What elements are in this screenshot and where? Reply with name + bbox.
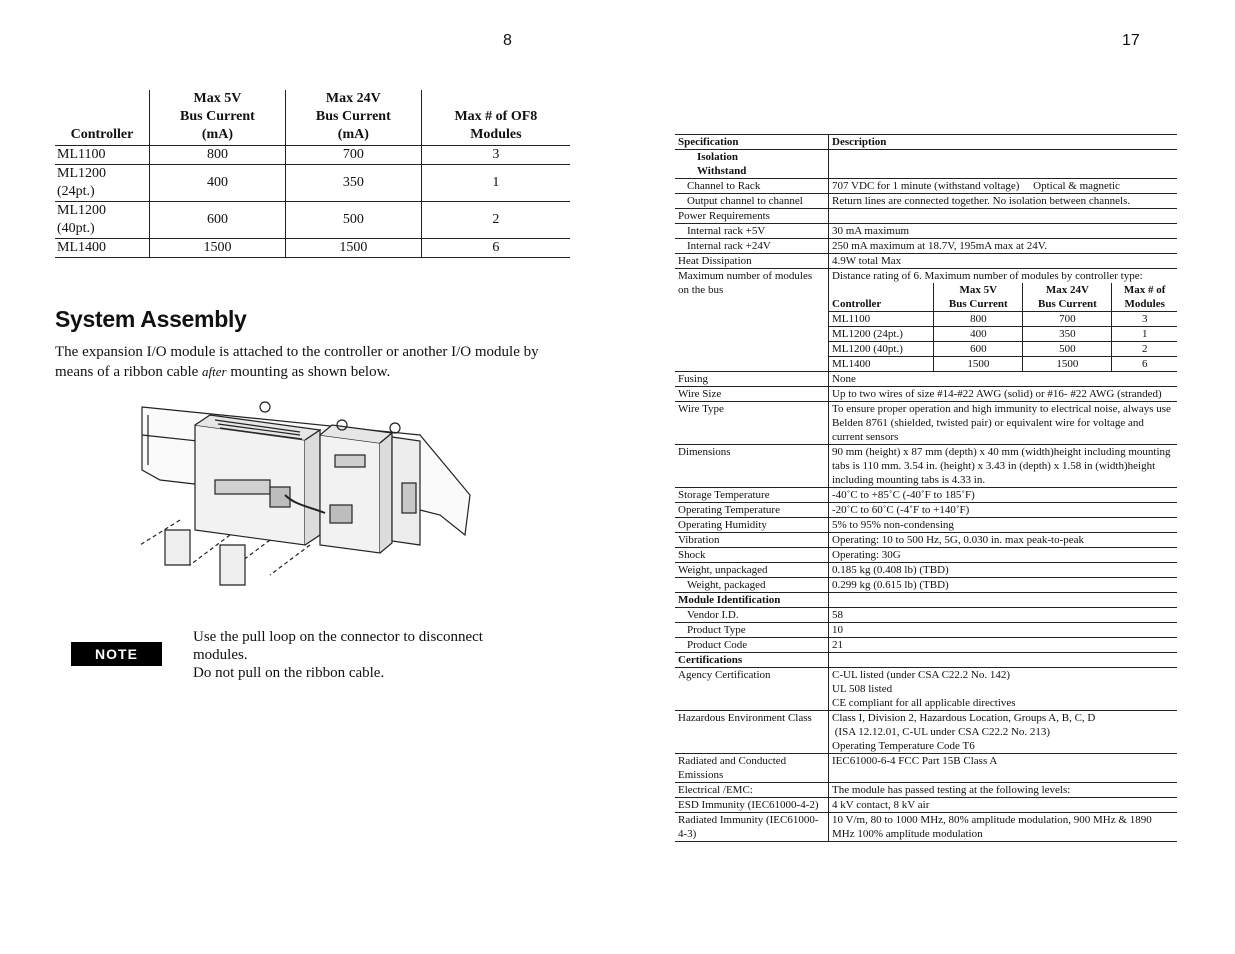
left-page <box>0 0 617 954</box>
header-line: Bus Current <box>315 109 391 124</box>
spec-name: Product Code <box>675 638 829 653</box>
spec-row <box>675 372 1177 387</box>
spec-row <box>675 563 1177 578</box>
specification-table <box>675 134 1177 842</box>
spec-row <box>675 402 1177 445</box>
table-header-row <box>55 90 570 146</box>
spec-desc-line: Operating Temperature Code T6 <box>832 740 975 752</box>
spec-desc: 10 <box>829 623 1178 638</box>
spec-name: Radiated and Conducted Emissions <box>675 754 829 783</box>
spec-desc: Operating: 30G <box>829 548 1178 563</box>
spec-name: Weight, unpackaged <box>675 563 829 578</box>
spec-row <box>675 608 1177 623</box>
spec-row <box>675 593 1177 608</box>
page-number: 17 <box>1122 32 1140 49</box>
spec-desc-line: Class I, Division 2, Hazardous Location, Groups A, B, C, D <box>832 712 1096 724</box>
header-line: Modules <box>470 127 522 142</box>
paragraph-emphasis: after <box>202 364 227 379</box>
spec-row <box>675 668 1177 711</box>
inner-5v: 1500 <box>934 357 1023 372</box>
header-line: Max # of OF8 <box>454 109 538 124</box>
spec-name: Vendor I.D. <box>675 608 829 623</box>
spec-desc-line: (ISA 12.12.01, C-UL under CSA C22.2 No. 213) <box>832 726 1051 738</box>
spec-line: Isolation <box>697 151 738 163</box>
inner-row <box>829 342 1177 357</box>
spec-row <box>675 209 1177 224</box>
table-row <box>55 202 570 239</box>
cell-line: ML1200 <box>57 203 106 218</box>
spec-name: Weight, packaged <box>675 578 829 593</box>
spec-desc-line: UL 508 listed <box>832 683 893 695</box>
header-specification: Specification <box>675 135 829 150</box>
spec-desc: 58 <box>829 608 1178 623</box>
cell-line: ML1200 <box>57 166 106 181</box>
inner-controller: ML1100 <box>829 312 934 327</box>
spec-desc: 30 mA maximum <box>829 224 1178 239</box>
note-line: Do not pull on the ribbon cable. <box>193 665 385 681</box>
spec-name: Dimensions <box>675 445 829 488</box>
inner-5v: 800 <box>934 312 1023 327</box>
inner-header-row <box>829 283 1177 312</box>
cell-5v: 600 <box>150 202 286 239</box>
spec-desc: Up to two wires of size #14-#22 AWG (solid) or #16- #22 AWG (stranded) <box>829 387 1178 402</box>
spec-desc: Operating: 10 to 500 Hz, 5G, 0.030 in. max peak-to-peak <box>829 533 1178 548</box>
inner-5v: 600 <box>934 342 1023 357</box>
spec-name: ESD Immunity (IEC61000-4-2) <box>675 798 829 813</box>
cell-max: 2 <box>421 202 570 239</box>
header-line: Max # of <box>1123 284 1166 296</box>
spec-desc <box>829 209 1178 224</box>
header-max-5v <box>150 90 286 146</box>
spec-row <box>675 179 1177 194</box>
spec-name: Output channel to channel <box>675 194 829 209</box>
spec-desc: None <box>829 372 1178 387</box>
header-description: Description <box>829 135 1178 150</box>
inner-header-5v <box>934 283 1023 312</box>
spec-row <box>675 254 1177 269</box>
spec-desc: 707 VDC for 1 minute (withstand voltage) Optical & magnetic <box>829 179 1178 194</box>
inner-max: 2 <box>1112 342 1177 357</box>
table-row <box>55 165 570 202</box>
spec-row <box>675 194 1177 209</box>
spec-desc: 250 mA maximum at 18.7V, 195mA max at 24V. <box>829 239 1178 254</box>
assembly-illustration <box>120 395 480 595</box>
cell-24v: 350 <box>285 165 421 202</box>
spec-name: Agency Certification <box>675 668 829 711</box>
spec-group-module-identification: Module Identification <box>675 593 829 608</box>
cell-controller <box>55 202 150 239</box>
page-number: 8 <box>503 32 512 49</box>
section-title: System Assembly <box>55 306 247 332</box>
spec-desc-line: CE compliant for all applicable directives <box>832 697 1016 709</box>
header-line: (mA) <box>201 127 233 142</box>
spec-desc: 21 <box>829 638 1178 653</box>
inner-max: 3 <box>1112 312 1177 327</box>
spec-name: Channel to Rack <box>675 179 829 194</box>
header-line: Bus Current <box>1037 298 1097 310</box>
header-line: (mA) <box>337 127 369 142</box>
inner-5v: 400 <box>934 327 1023 342</box>
paragraph-text: The expansion I/O module is attached to the controller or another I/O module by means of a ribbon cable <box>55 344 539 380</box>
spec-desc <box>829 150 1178 179</box>
spec-desc: 90 mm (height) x 87 mm (depth) x 40 mm (width)height including mounting tabs is 110 mm. 3.54 in. (height) x 3.43 in (depth) x 1.58 in (width)height including mounting tabs is 4.33 in. <box>829 445 1178 488</box>
right-page <box>617 0 1235 954</box>
inner-24v: 350 <box>1023 327 1112 342</box>
spec-row <box>675 813 1177 842</box>
inner-row <box>829 357 1177 372</box>
spec-name: Operating Temperature <box>675 503 829 518</box>
note-line: modules. <box>193 647 248 663</box>
header-line: Bus Current <box>180 109 255 124</box>
spec-isolation-withstand <box>675 150 829 179</box>
inner-row <box>829 327 1177 342</box>
header-line: Max 24V <box>325 91 381 106</box>
note-line: Use the pull loop on the connector to disconnect <box>193 629 483 645</box>
spec-row <box>675 754 1177 783</box>
header-max-modules <box>421 90 570 146</box>
spec-name: Internal rack +24V <box>675 239 829 254</box>
cell-max: 6 <box>421 239 570 258</box>
cell-24v: 500 <box>285 202 421 239</box>
spec-row <box>675 578 1177 593</box>
cell-controller: ML1400 <box>55 239 150 258</box>
cell-24v: 1500 <box>285 239 421 258</box>
inner-header-24v <box>1023 283 1112 312</box>
spec-desc: -40˚C to +85˚C (-40˚F to 185˚F) <box>829 488 1178 503</box>
spec-desc <box>829 711 1178 754</box>
spec-name: Wire Type <box>675 402 829 445</box>
inner-controller: ML1400 <box>832 358 871 370</box>
spec-row <box>675 638 1177 653</box>
header-line: Max 5V <box>193 91 242 106</box>
spec-desc: 4 kV contact, 8 kV air <box>829 798 1178 813</box>
note-badge: NOTE <box>71 642 162 666</box>
paragraph-text: mounting as shown below. <box>226 364 391 380</box>
spec-desc: To ensure proper operation and high immunity to electrical noise, always use Belden 8761 (shielded, twisted pair) or equivalent wire for voltage and current sensors <box>829 402 1178 445</box>
spec-row <box>675 269 1177 372</box>
spec-desc-line: Distance rating of 6. Maximum number of modules by controller type: <box>832 270 1143 282</box>
spec-name: Power Requirements <box>675 209 829 224</box>
spec-name: Electrical /EMC: <box>675 783 829 798</box>
spec-desc: 5% to 95% non-condensing <box>829 518 1178 533</box>
header-line: Modules <box>1124 298 1165 310</box>
inner-24v: 700 <box>1023 312 1112 327</box>
spec-desc: Return lines are connected together. No isolation between channels. <box>829 194 1178 209</box>
spec-name: Wire Size <box>675 387 829 402</box>
spec-row <box>675 150 1177 179</box>
spec-desc <box>829 668 1178 711</box>
spec-desc <box>829 269 1178 372</box>
spec-name: Fusing <box>675 372 829 387</box>
spec-desc: The module has passed testing at the following levels: <box>829 783 1178 798</box>
inner-row <box>829 312 1177 327</box>
header-controller: Controller <box>55 90 150 146</box>
spec-desc: 4.9W total Max <box>829 254 1178 269</box>
header-line: Bus Current <box>948 298 1008 310</box>
spec-name: Internal rack +5V <box>675 224 829 239</box>
spec-group-certifications: Certifications <box>675 653 829 668</box>
cell-line: (24pt.) <box>57 184 95 199</box>
note-text <box>193 628 523 682</box>
inner-max: 6 <box>1112 357 1177 372</box>
inner-header-controller: Controller <box>829 283 934 312</box>
spec-name: Heat Dissipation <box>675 254 829 269</box>
cell-max: 3 <box>421 146 570 165</box>
spec-line: Withstand <box>697 165 747 177</box>
spec-row <box>675 653 1177 668</box>
header-line: Max 5V <box>959 284 998 296</box>
spec-desc-line: C-UL listed (under CSA C22.2 No. 142) <box>832 669 1011 681</box>
spec-name: Product Type <box>675 623 829 638</box>
cell-5v: 800 <box>150 146 286 165</box>
spec-row <box>675 224 1177 239</box>
cell-24v: 700 <box>285 146 421 165</box>
spec-row <box>675 503 1177 518</box>
spec-row <box>675 445 1177 488</box>
spec-row <box>675 798 1177 813</box>
spec-name: Storage Temperature <box>675 488 829 503</box>
spec-desc: IEC61000-6-4 FCC Part 15B Class A <box>829 754 1178 783</box>
spec-desc: 10 V/m, 80 to 1000 MHz, 80% amplitude modulation, 900 MHz & 1890 MHz 100% amplitude modulation <box>829 813 1178 842</box>
controller-modules-table <box>829 283 1177 371</box>
spec-row <box>675 711 1177 754</box>
spec-desc: 0.185 kg (0.408 lb) (TBD) <box>829 563 1178 578</box>
spec-name: Operating Humidity <box>675 518 829 533</box>
spec-desc: 0.299 kg (0.615 lb) (TBD) <box>829 578 1178 593</box>
spec-row <box>675 783 1177 798</box>
inner-24v: 500 <box>1023 342 1112 357</box>
spec-desc <box>829 593 1178 608</box>
cell-controller: ML1100 <box>55 146 150 165</box>
controller-current-table <box>55 90 570 258</box>
inner-24v: 1500 <box>1023 357 1112 372</box>
spec-row <box>675 387 1177 402</box>
spec-name: Shock <box>675 548 829 563</box>
spec-row <box>675 533 1177 548</box>
spec-name: Maximum number of modules on the bus <box>675 269 829 372</box>
spec-header-row <box>675 135 1177 150</box>
spec-desc <box>829 653 1178 668</box>
spec-name: Radiated Immunity (IEC61000-4-3) <box>675 813 829 842</box>
spec-row <box>675 623 1177 638</box>
assembly-paragraph <box>55 343 575 382</box>
cell-controller <box>55 165 150 202</box>
cell-5v: 400 <box>150 165 286 202</box>
spec-name: Hazardous Environment Class <box>675 711 829 754</box>
spec-name: Vibration <box>675 533 829 548</box>
inner-controller: ML1200 (24pt.) <box>829 327 934 342</box>
inner-controller: ML1200 (40pt.) <box>829 342 934 357</box>
inner-max: 1 <box>1112 327 1177 342</box>
inner-header-max <box>1112 283 1177 312</box>
cell-5v: 1500 <box>150 239 286 258</box>
cell-line: (40pt.) <box>57 221 95 236</box>
header-max-24v <box>285 90 421 146</box>
spec-row <box>675 518 1177 533</box>
cell-max: 1 <box>421 165 570 202</box>
table-row <box>55 239 570 258</box>
spec-row <box>675 548 1177 563</box>
header-line: Max 24V <box>1045 284 1089 296</box>
table-row <box>55 146 570 165</box>
spec-row <box>675 488 1177 503</box>
spec-desc: -20˚C to 60˚C (-4˚F to +140˚F) <box>829 503 1178 518</box>
spec-row <box>675 239 1177 254</box>
